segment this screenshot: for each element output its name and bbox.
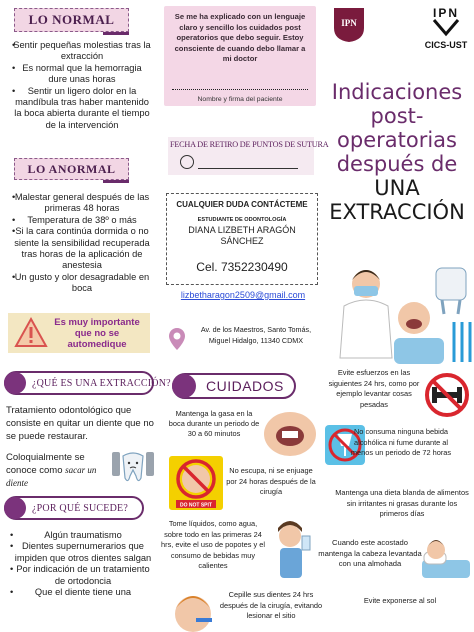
suture-date-checkbox[interactable]: [180, 155, 194, 169]
coloquial-script: sacar un diente: [6, 465, 97, 488]
list-item: • Dientes supernumerarios que impiden que otros dientes salgan: [0, 541, 156, 564]
title-line: EXTRACCIÓN: [329, 200, 465, 224]
drinking-illustration-icon: [266, 518, 320, 582]
dentist-illustration: [318, 262, 474, 374]
signature-line[interactable]: [172, 89, 308, 90]
bullet-dot-icon: [172, 374, 196, 398]
title-line: operatorias: [337, 128, 457, 152]
care-brushing-text: Cepille sus dientes 24 hrs después de la cirugía, evitando lesionar el sitio: [219, 590, 323, 620]
no-alcohol-text: No consuma ninguna bebida alcohólica ni fume durante al menos un periodo de 72 horas: [350, 427, 452, 457]
suture-date-line[interactable]: [198, 168, 298, 169]
cics-ipn-text: IPN: [432, 6, 460, 20]
care-no-spit-text: No escupa, ni se enjuage por 24 horas después de la cirugía: [226, 466, 316, 496]
coloquial-lead: Coloquialmente se conoce como: [6, 452, 85, 476]
contact-role: ESTUDIANTE DE ODONTOLOGÍA: [197, 217, 287, 223]
title-line: UNA: [374, 176, 420, 200]
bullet-dot-icon: [4, 372, 26, 394]
gauze-illustration-icon: [262, 404, 318, 458]
ipn-seal-text: IPN: [341, 18, 357, 28]
banner-lo-normal: [14, 8, 129, 32]
lo-normal-title: LO NORMAL: [28, 12, 115, 27]
cuidados-title: CUIDADOS: [206, 378, 284, 394]
coloquial-text: [6, 452, 116, 490]
bullet-dot-icon: [4, 497, 26, 519]
page-title: [322, 80, 472, 224]
list-item: • Un gusto y olor desagradable en boca: [2, 272, 152, 295]
avoid-effort-text: Evite esfuerzos en las siguientes 24 hrs, como por ejemplo levantar cosas pesadas: [328, 368, 420, 409]
elevated-head-text: Cuando este acostado mantenga la cabeza levantada con una almohada: [318, 538, 422, 568]
que-es-heading: [4, 371, 171, 395]
list-item: • Que el diente tiene una: [0, 587, 156, 598]
contact-email-link[interactable]: lizbetharagon2509@gmail.com: [180, 290, 306, 300]
list-item: • Algún traumatismo: [0, 530, 156, 541]
list-item: • Malestar general después de las primeras 48 horas: [2, 192, 152, 215]
list-item: • Sentir pequeñas molestias tras la extracción: [2, 40, 152, 63]
list-item: • Si la cara continúa dormida o no siente la sensibilidad recuperada tras horas de la aplicación de anestesia: [2, 226, 152, 272]
suture-date-box: [168, 137, 329, 175]
list-item: • Sentir un ligero dolor en la mandíbula tras haber mantenido la boca abierta durante el tiempo de la intervención: [2, 86, 152, 132]
contact-phone[interactable]: Cel. 7352230490: [196, 260, 288, 274]
no-lifting-icon: [424, 372, 470, 418]
care-liquids-text: Tome líquidos, como agua, sobre todo en las primeras 24 hrs, evite el uso de popotes y el consumo de bebidas muy calientes: [161, 519, 265, 570]
signature-label: Nombre y firma del paciente: [197, 96, 283, 103]
title-line: después de: [336, 152, 458, 176]
que-es-text: Tratamiento odontológico que consiste en quitar un diente que no se puede restaurar.: [6, 405, 154, 442]
por-que-list: [0, 530, 156, 598]
tooth-icon: [110, 448, 156, 486]
normal-list: [2, 40, 152, 131]
soft-diet-text: Mantenga una dieta blanda de alimentos sin irritantes ni grasas durante los primeros días: [335, 488, 469, 518]
consent-note: [164, 6, 316, 106]
contact-heading: CUALQUIER DUDA CONTÁCTEME: [176, 200, 308, 209]
no-spit-label: DO NOT SPIT: [180, 502, 212, 509]
cuidados-heading: [172, 373, 296, 399]
por-que-title: ¿POR QUÉ SUCEDE?: [32, 502, 128, 514]
list-item: • Por indicación de un tratamiento de ortodoncia: [0, 564, 156, 587]
banner-lo-anormal: [14, 158, 129, 180]
contact-name: DIANA LIZBETH ARAGÓN SÁNCHEZ: [188, 225, 296, 246]
anormal-list: [2, 192, 152, 295]
no-spit-icon: [168, 455, 224, 511]
consent-text: Se me ha explicado con un lenguaje claro y sencillo los cuidados post operatorios que debo seguir. Estoy consciente de cuando debo llamar a mi doctor: [174, 12, 306, 64]
warning-icon: [14, 316, 48, 350]
suture-date-title: FECHA DE RETIRO DE PUNTOS DE SUTURA: [170, 140, 329, 149]
list-item: • Es normal que la hemorragia dure unas horas: [2, 63, 152, 86]
warning-text: Es muy importante que no se automedique: [54, 316, 140, 350]
ipn-seal-logo: [330, 4, 368, 44]
title-line: Indicaciones: [331, 80, 463, 104]
care-gauze-text: Mantenga la gasa en la boca durante un periodo de 30 a 60 minutos: [168, 409, 260, 438]
title-line: post-: [370, 104, 424, 128]
no-self-medication-box: [8, 313, 150, 353]
cics-logo: [420, 4, 472, 52]
contact-card: [166, 193, 318, 285]
lo-anormal-title: LO ANORMAL: [27, 161, 116, 176]
list-item: • Temperatura de 38º o más: [2, 215, 152, 226]
brushing-illustration-icon: [172, 588, 214, 632]
sleeping-illustration-icon: [420, 530, 472, 586]
por-que-heading: [4, 496, 144, 520]
address-text: Av. de los Maestros, Santo Tomás, Miguel Hidalgo, 11340 CDMX: [200, 325, 312, 345]
avoid-sun-text: Evite exponerse al sol: [363, 596, 437, 605]
que-es-title: ¿QUÉ ES UNA EXTRACCIÓN?: [32, 377, 171, 389]
location-pin-icon: [168, 327, 186, 351]
cics-text: CICS-UST: [424, 40, 468, 50]
